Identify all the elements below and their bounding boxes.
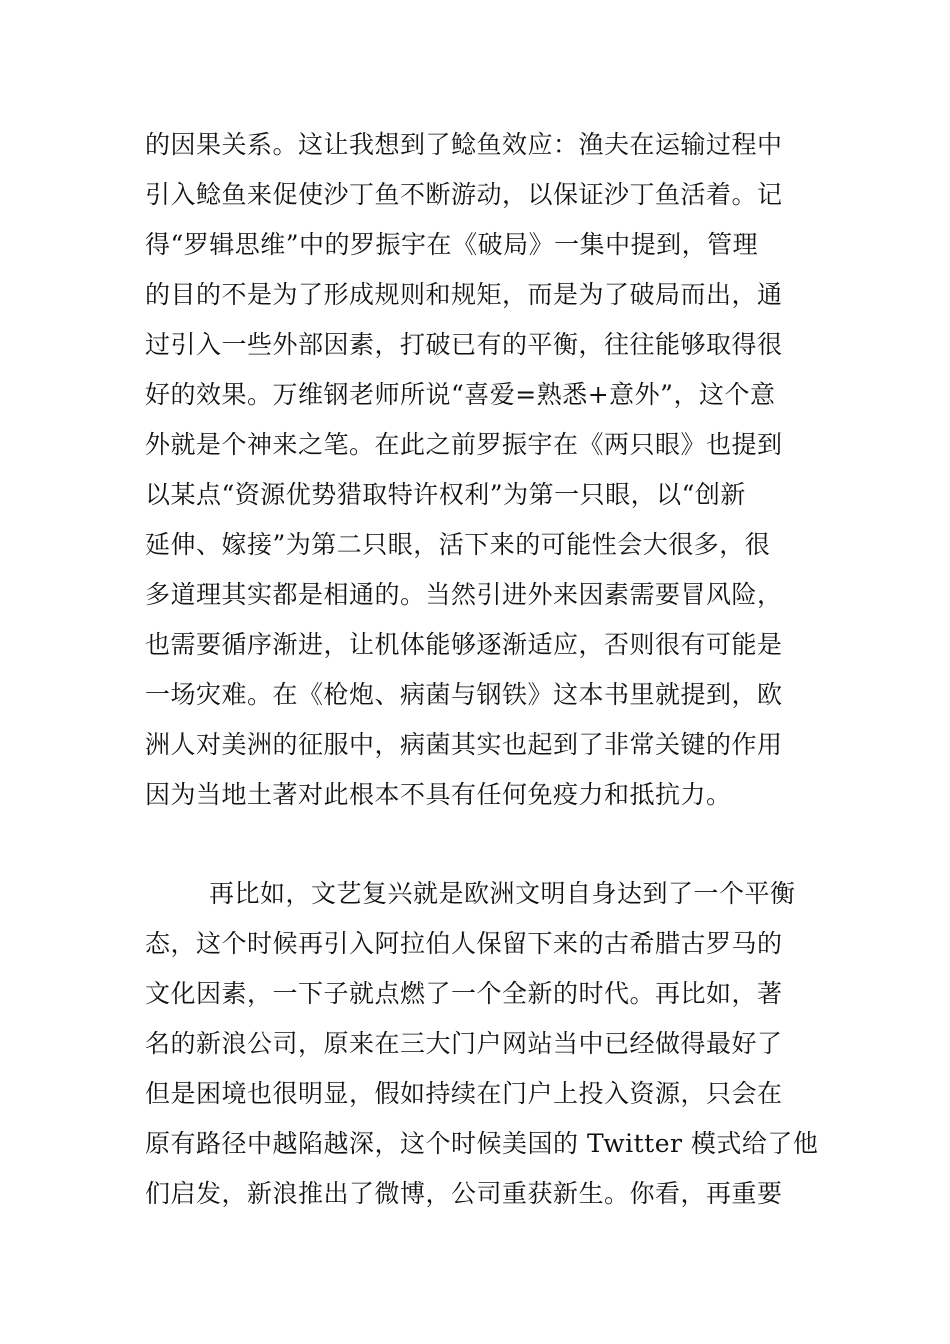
paragraph-line: 外就是个神来之笔。在此之前罗振宇在《两只眼》也提到 [145,430,783,459]
paragraph-line: 文化因素，一下子就点燃了一个全新的时代。再比如，著 [145,979,783,1008]
paragraph-line: 多道理其实都是相通的。当然引进外来因素需要冒风险， [145,580,783,609]
paragraph-line: 以某点“资源优势猎取特许权利”为第一只眼，以“创新 [145,480,746,509]
paragraph-line: 洲人对美洲的征服中，病菌其实也起到了非常关键的作用 [145,730,783,759]
paragraph-line: 一场灾难。在《枪炮、病菌与钢铁》这本书里就提到，欧 [145,680,783,709]
paragraph-line: 好的效果。万维钢老师所说“喜爱=熟悉+意外”，这个意 [145,380,776,409]
paragraph-line: 延伸、嫁接”为第二只眼，活下来的可能性会大很多，很 [145,530,771,559]
paragraph-line: 因为当地土著对此根本不具有任何免疫力和抵抗力。 [145,780,732,809]
paragraph-line: 态，这个时候再引入阿拉伯人保留下来的古希腊古罗马的 [145,929,783,958]
paragraph-line: 也需要循序渐进，让机体能够逐渐适应，否则很有可能是 [145,630,783,659]
paragraph-line: 过引入一些外部因素，打破已有的平衡，往往能够取得很 [145,330,783,359]
paragraph-line: 原有路径中越陷越深，这个时候美国的 Twitter 模式给了他 [145,1129,819,1158]
paragraph-line: 的因果关系。这让我想到了鲶鱼效应：渔夫在运输过程中 [145,130,783,159]
paragraph-line: 的目的不是为了形成规则和规矩，而是为了破局而出，通 [145,280,783,309]
paragraph-line: 名的新浪公司，原来在三大门户网站当中已经做得最好了 [145,1029,783,1058]
paragraph-line: 但是困境也很明显，假如持续在门户上投入资源，只会在 [145,1079,783,1108]
paragraph-line: 得“罗辑思维”中的罗振宇在《破局》一集中提到，管理 [145,230,759,259]
paragraph-line: 引入鲶鱼来促使沙丁鱼不断游动，以保证沙丁鱼活着。记 [145,180,783,209]
paragraph-line: 再比如，文艺复兴就是欧洲文明自身达到了一个平衡 [209,879,796,908]
paragraph-line: 们启发，新浪推出了微博，公司重获新生。你看，再重要 [145,1179,783,1208]
